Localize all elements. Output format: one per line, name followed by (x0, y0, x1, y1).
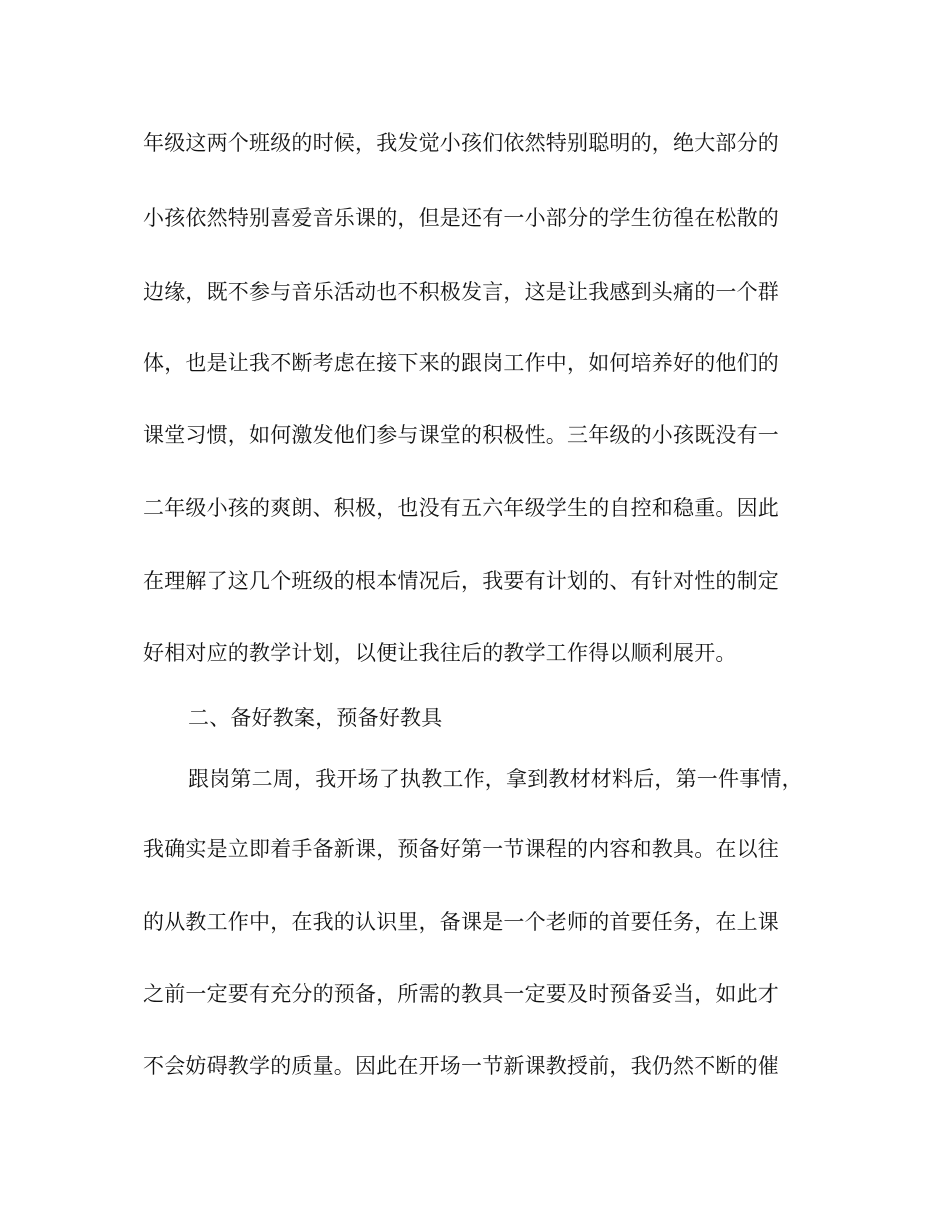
paragraph-first-line: 跟岗第二周，我开场了执教工作，拿到教材材料后，第一件事情， (188, 767, 803, 791)
body-text-line: 边缘，既不参与音乐活动也不积极发言，这是让我感到头痛的一个群 (143, 280, 779, 304)
body-text-line: 体，也是让我不断考虑在接下来的跟岗工作中，如何培养好的他们的 (143, 351, 779, 375)
body-text-line: 年级这两个班级的时候，我发觉小孩们依然特别聪明的，绝大部分的 (143, 131, 779, 155)
body-text-line: 在理解了这几个班级的根本情况后，我要有计划的、有针对性的制定 (143, 569, 779, 593)
body-text-line: 不会妨碍教学的质量。因此在开场一节新课教授前，我仍然不断的催 (143, 1054, 779, 1078)
body-text-line: 小孩依然特别喜爱音乐课的，但是还有一小部分的学生彷徨在松散的 (143, 206, 779, 230)
body-text-line: 课堂习惯，如何激发他们参与课堂的积极性。三年级的小孩既没有一 (143, 423, 779, 447)
body-text-line: 二年级小孩的爽朗、积极，也没有五六年级学生的自控和稳重。因此 (143, 496, 779, 520)
body-text-line: 我确实是立即着手备新课，预备好第一节课程的内容和教具。在以往 (143, 837, 779, 861)
section-heading: 二、备好教案，预备好教具 (188, 706, 443, 730)
body-text-line: 的从教工作中，在我的认识里，备课是一个老师的首要任务，在上课 (143, 910, 779, 934)
body-text-line: 之前一定要有充分的预备，所需的教具一定要及时预备妥当，如此才 (143, 982, 779, 1006)
body-text-line: 好相对应的教学计划，以便让我往后的教学工作得以顺利展开。 (143, 641, 737, 665)
